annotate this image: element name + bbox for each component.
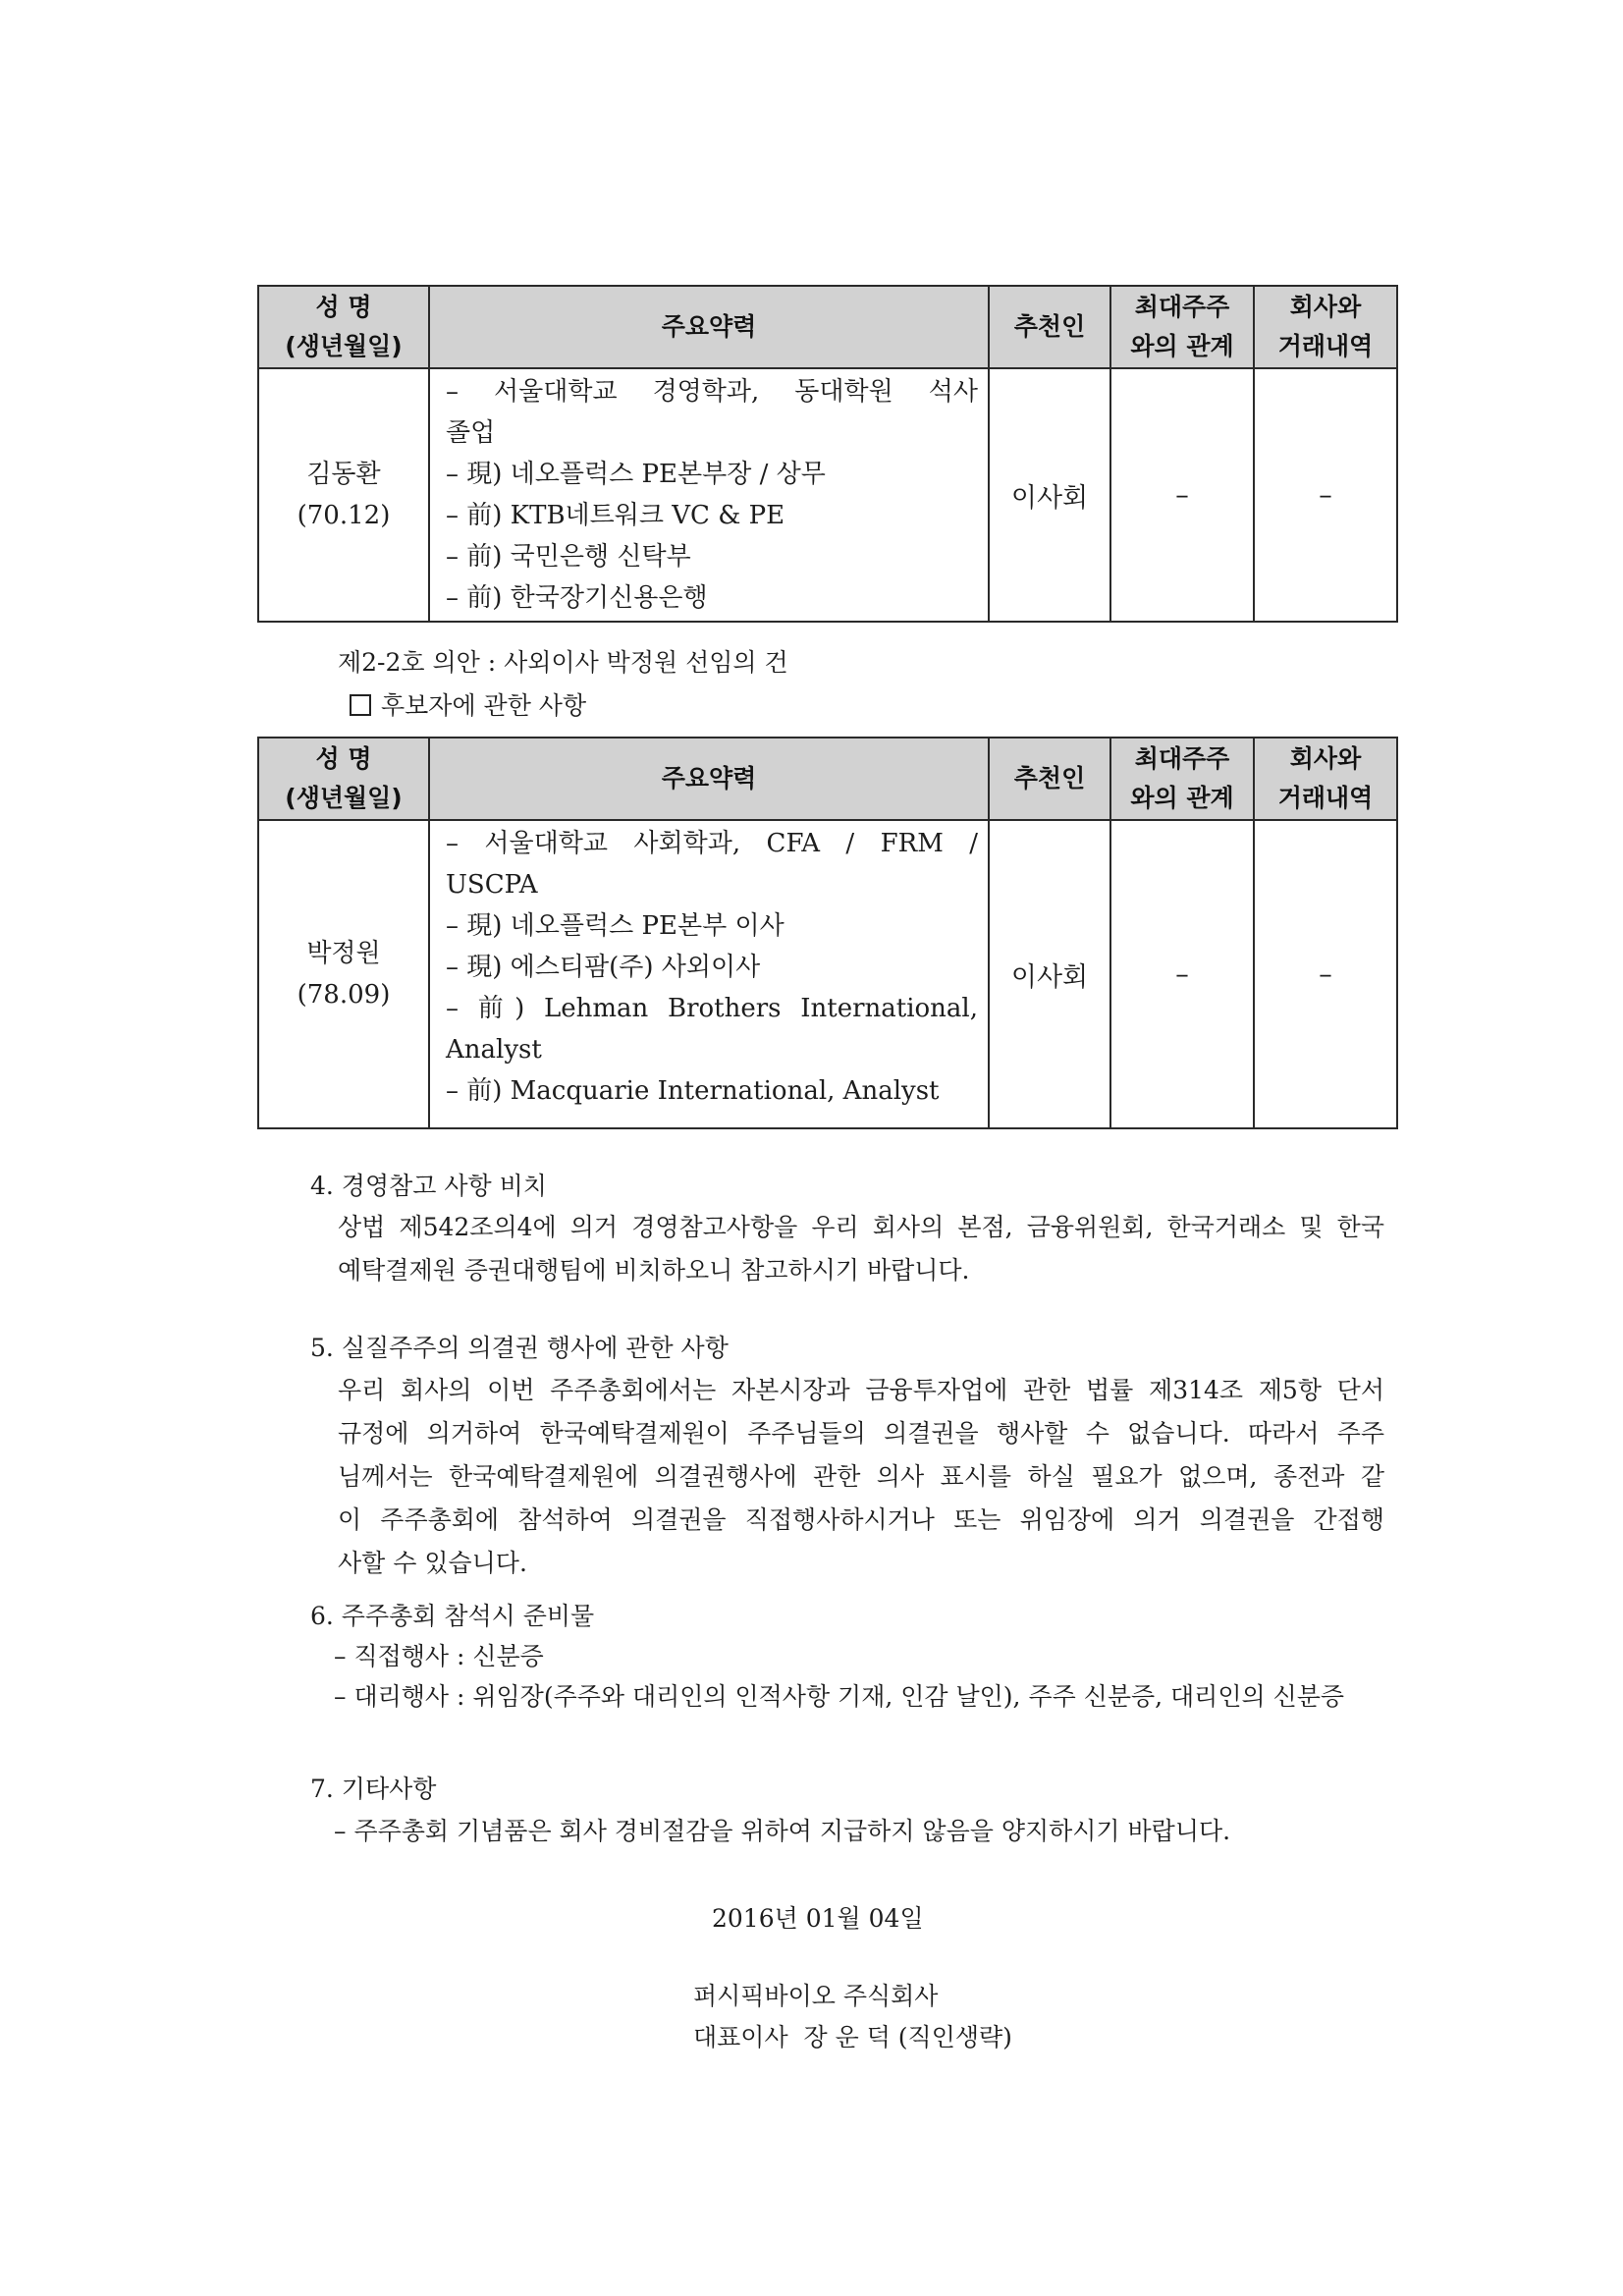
relation-cell: –	[1110, 368, 1254, 622]
company-name: 퍼시픽바이오 주식회사	[693, 1982, 939, 2010]
header-transaction: 회사와 거래내역	[1254, 738, 1397, 820]
candidate-info-label: 후보자에 관한 사항	[381, 691, 587, 720]
section-7-title: 7. 기타사항	[310, 1775, 437, 1803]
career-line: – 現) 에스티팜(주) 사외이사	[446, 953, 761, 982]
table-row	[258, 820, 1397, 1128]
header-relation: 최대주주 와의 관계	[1110, 286, 1254, 368]
career-cell	[429, 820, 989, 1128]
section-4-title: 4. 경영참고 사항 비치	[310, 1172, 547, 1200]
career-line: – 前) Macquarie International, Analyst	[446, 1076, 940, 1106]
candidate-info-heading	[350, 691, 586, 721]
section-5-title: 5. 실질주주의 의결권 행사에 관한 사항	[310, 1334, 729, 1362]
career-line: – 前) Lehman Brothers International,	[446, 994, 978, 1023]
representative-signature: 대표이사 장 운 덕 (직인생략)	[693, 2023, 1012, 2051]
header-relation: 최대주주 와의 관계	[1110, 738, 1254, 820]
header-transaction: 회사와 거래내역	[1254, 286, 1397, 368]
career-line: – 前) 국민은행 신탁부	[446, 542, 691, 572]
paragraph-line: 이 주주총회에 참석하여 의결권을 직접행사하시거나 또는 위임장에 의거 의결권을 간접행	[338, 1505, 1384, 1534]
candidate-name: 김동환	[306, 460, 381, 489]
section-5-body	[338, 1369, 1384, 1585]
paragraph-line: 님께서는 한국예탁결제원에 의결권행사에 관한 의사 표시를 하실 필요가 없으며, 종전과 같	[338, 1462, 1384, 1491]
career-line: – 前) 한국장기신용은행	[446, 583, 708, 613]
career-cell	[429, 368, 989, 622]
header-career: 주요약력	[429, 286, 989, 368]
candidate-name: 박정원	[306, 939, 381, 968]
candidate-table-2	[257, 737, 1398, 1129]
table-row	[258, 368, 1397, 622]
career-line: 졸업	[446, 418, 496, 448]
header-recommender: 추천인	[989, 738, 1110, 820]
section-4-body	[338, 1206, 1384, 1292]
table-header-row	[258, 738, 1397, 820]
career-line: – 現) 네오플럭스 PE본부장 / 상무	[446, 460, 826, 489]
paragraph-line: 우리 회사의 이번 주주총회에서는 자본시장과 금융투자업에 관한 법률 제314조 제5항 단서	[338, 1376, 1384, 1404]
list-item: – 대리행사 : 위임장(주주와 대리인의 인적사항 기재, 인감 날인), 주주 신분증, 대리인의 신분증	[334, 1682, 1345, 1711]
candidate-table-1	[257, 285, 1398, 623]
header-name: 성 명 (생년월일)	[258, 286, 429, 368]
agenda-title: 제2-2호 의안 : 사외이사 박정원 선임의 건	[338, 648, 788, 677]
relation-cell: –	[1110, 820, 1254, 1128]
career-line: Analyst	[446, 1035, 542, 1065]
table-header-row	[258, 286, 1397, 368]
recommender-cell: 이사회	[989, 368, 1110, 622]
recommender-cell: 이사회	[989, 820, 1110, 1128]
header-name: 성 명 (생년월일)	[258, 738, 429, 820]
transaction-cell: –	[1254, 368, 1397, 622]
candidate-name-cell	[258, 368, 429, 622]
section-6-title: 6. 주주총회 참석시 준비물	[310, 1602, 595, 1630]
transaction-cell: –	[1254, 820, 1397, 1128]
career-line: – 現) 네오플럭스 PE본부 이사	[446, 911, 784, 941]
career-line: – 서울대학교 경영학과, 동대학원 석사	[446, 377, 978, 407]
paragraph-line: 사할 수 있습니다.	[338, 1549, 527, 1577]
career-line: – 서울대학교 사회학과, CFA / FRM /	[446, 829, 978, 858]
candidate-name-cell	[258, 820, 429, 1128]
career-line: – 前) KTB네트워크 VC & PE	[446, 501, 785, 530]
document-date: 2016년 01월 04일	[712, 1904, 924, 1933]
checkbox-square-icon	[350, 694, 371, 716]
header-career: 주요약력	[429, 738, 989, 820]
candidate-birth: (70.12)	[297, 501, 391, 530]
paragraph-line: 예탁결제원 증권대행팀에 비치하오니 참고하시기 바랍니다.	[338, 1256, 970, 1285]
list-item: – 주주총회 기념품은 회사 경비절감을 위하여 지급하지 않음을 양지하시기 바랍니다.	[334, 1817, 1231, 1845]
list-item: – 직접행사 : 신분증	[334, 1642, 544, 1670]
header-recommender: 추천인	[989, 286, 1110, 368]
paragraph-line: 상법 제542조의4에 의거 경영참고사항을 우리 회사의 본점, 금융위원회, 한국거래소 및 한국	[338, 1213, 1384, 1241]
paragraph-line: 규정에 의거하여 한국예탁결제원이 주주님들의 의결권을 행사할 수 없습니다. 따라서 주주	[338, 1419, 1384, 1448]
candidate-birth: (78.09)	[297, 980, 391, 1010]
career-line: USCPA	[446, 870, 538, 900]
